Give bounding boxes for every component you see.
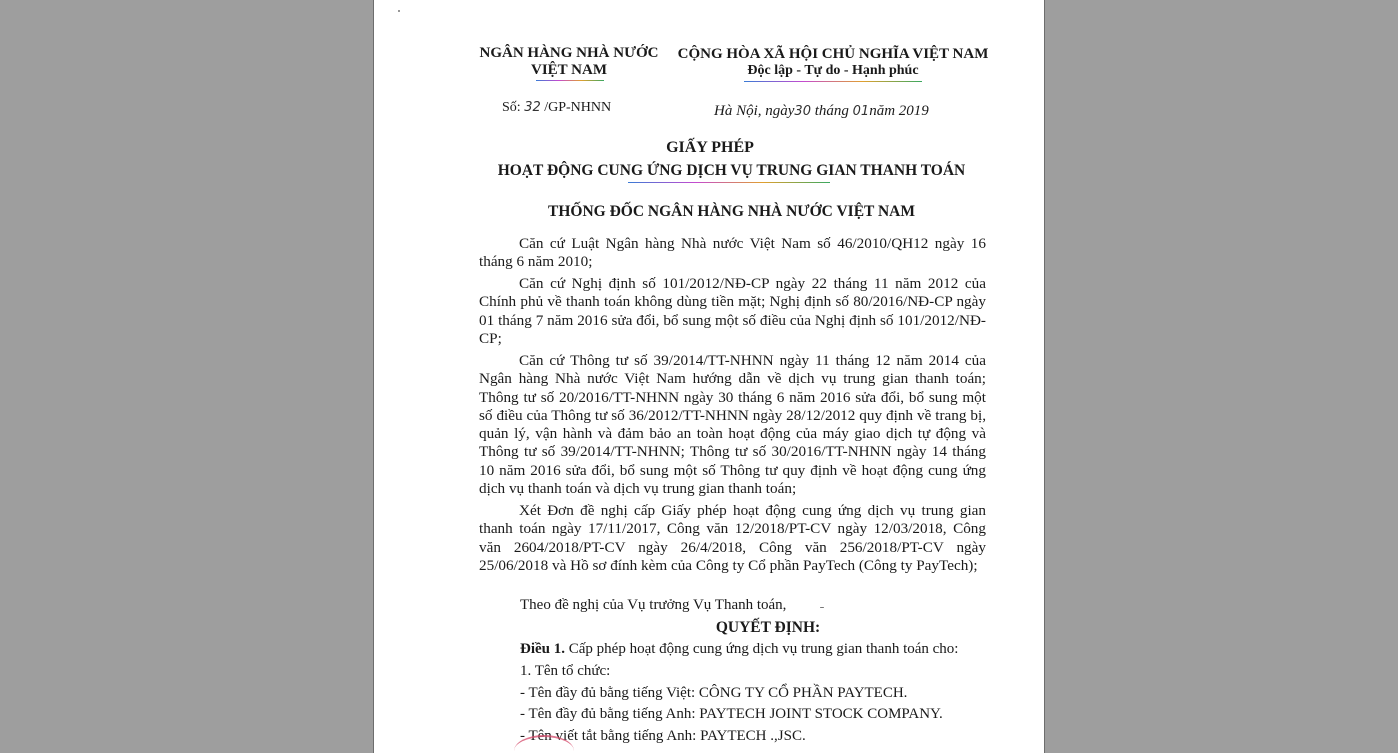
- paragraph-text: Căn cứ Thông tư số 39/2014/TT-NHNN ngày 11 tháng 12 năm 2014 của Ngân hàng Nhà nước Việt Nam hướng dẫn về dịch vụ trung gian thanh toán; Thông tư số 20/2016/TT-NHNN ngày 30 tháng 6 năm 2016 sửa đổi, bổ sung một số điều của Thông tư số 36/2012/TT-NHNN ngày 28/12/2012 quy định về trang bị, quản lý, vận hành và đảm bảo an toàn hoạt động của máy giao dịch tự động và Thông tư số 39/2014/TT-NHNN; Thông tư số 30/2016/TT-NHNN ngày 14 tháng 10 năm 2016 sửa đổi, bổ sung một số Thông tư quy định về hoạt động cung ứng dịch vụ thanh toán và dịch vụ trung gian thanh toán;: [479, 352, 986, 498]
- issuer-underline: [536, 80, 604, 81]
- document-title: GIẤY PHÉP: [666, 139, 754, 156]
- handwritten-number: 32: [524, 100, 541, 115]
- list-item: 1. Tên tổ chức:: [520, 663, 611, 679]
- number-prefix: Số:: [502, 100, 521, 115]
- scan-speck: [398, 10, 400, 12]
- list-item: - Tên đầy đủ bằng tiếng Anh: PAYTECH JOINT STOCK COMPANY.: [520, 706, 943, 722]
- issuer-name: NGÂN HÀNG NHÀ NƯỚC: [479, 45, 659, 61]
- document-subtitle: HOẠT ĐỘNG CUNG ỨNG DỊCH VỤ TRUNG GIAN THANH TOÁN: [497, 162, 966, 179]
- date-month-label: tháng: [814, 103, 849, 119]
- legal-basis-1: [479, 235, 986, 272]
- issuing-authority: THỐNG ĐỐC NGÂN HÀNG NHÀ NƯỚC VIỆT NAM: [548, 203, 915, 220]
- handwritten-day: 30: [794, 104, 811, 119]
- issuer-country: VIỆT NAM: [531, 62, 607, 78]
- scan-speck: [820, 607, 824, 608]
- article-label: Điều 1.: [520, 641, 565, 657]
- title-underline: [628, 182, 830, 183]
- document-number: [502, 100, 611, 116]
- date-prefix: Hà Nội, ngày: [714, 103, 795, 119]
- paragraph-text: Căn cứ Luật Ngân hàng Nhà nước Việt Nam số 46/2010/QH12 ngày 16 tháng 6 năm 2010;: [479, 235, 986, 271]
- list-item: - Tên viết tắt bằng tiếng Anh: PAYTECH .,JSC.: [520, 728, 806, 744]
- legal-basis-3: [479, 352, 986, 498]
- date-year: năm 2019: [869, 103, 929, 119]
- paragraph-text: Căn cứ Nghị định số 101/2012/NĐ-CP ngày 22 tháng 11 năm 2012 của Chính phủ về thanh toán không dùng tiền mặt; Nghị định số 80/2016/NĐ-CP ngày 01 tháng 7 năm 2016 sửa đổi, bổ sung một số điều của Nghị định số 101/2012/NĐ-CP;: [479, 275, 986, 347]
- decision-heading: QUYẾT ĐỊNH:: [715, 619, 821, 636]
- document-page: [373, 0, 1045, 753]
- handwritten-month: 01: [852, 104, 870, 119]
- application-basis: [479, 502, 986, 575]
- motto: Độc lập - Tự do - Hạnh phúc: [747, 63, 919, 78]
- proposal-line: Theo đề nghị của Vụ trưởng Vụ Thanh toán,: [520, 597, 787, 613]
- article-1: [520, 641, 958, 658]
- issue-date: [714, 103, 929, 120]
- motto-underline: [744, 81, 922, 82]
- legal-basis-2: [479, 275, 986, 348]
- number-suffix: /GP-NHNN: [544, 100, 612, 115]
- article-text: Cấp phép hoạt động cung ứng dịch vụ trung gian thanh toán cho:: [568, 641, 959, 657]
- paragraph-text: Xét Đơn đề nghị cấp Giấy phép hoạt động cung ứng dịch vụ trung gian thanh toán ngày 17/11/2017, Công văn 12/2018/PT-CV ngày 12/03/2018, Công văn 2604/2018/PT-CV ngày 26/4/2018, Công văn 256/2018/PT-CV ngày 25/06/2018 và Hồ sơ đính kèm của Công ty Cổ phần PayTech (Công ty PayTech);: [479, 502, 986, 574]
- republic-name: CỘNG HÒA XÃ HỘI CHỦ NGHĨA VIỆT NAM: [677, 46, 989, 62]
- list-item: - Tên đầy đủ bằng tiếng Việt: CÔNG TY CỔ PHẦN PAYTECH.: [520, 685, 908, 701]
